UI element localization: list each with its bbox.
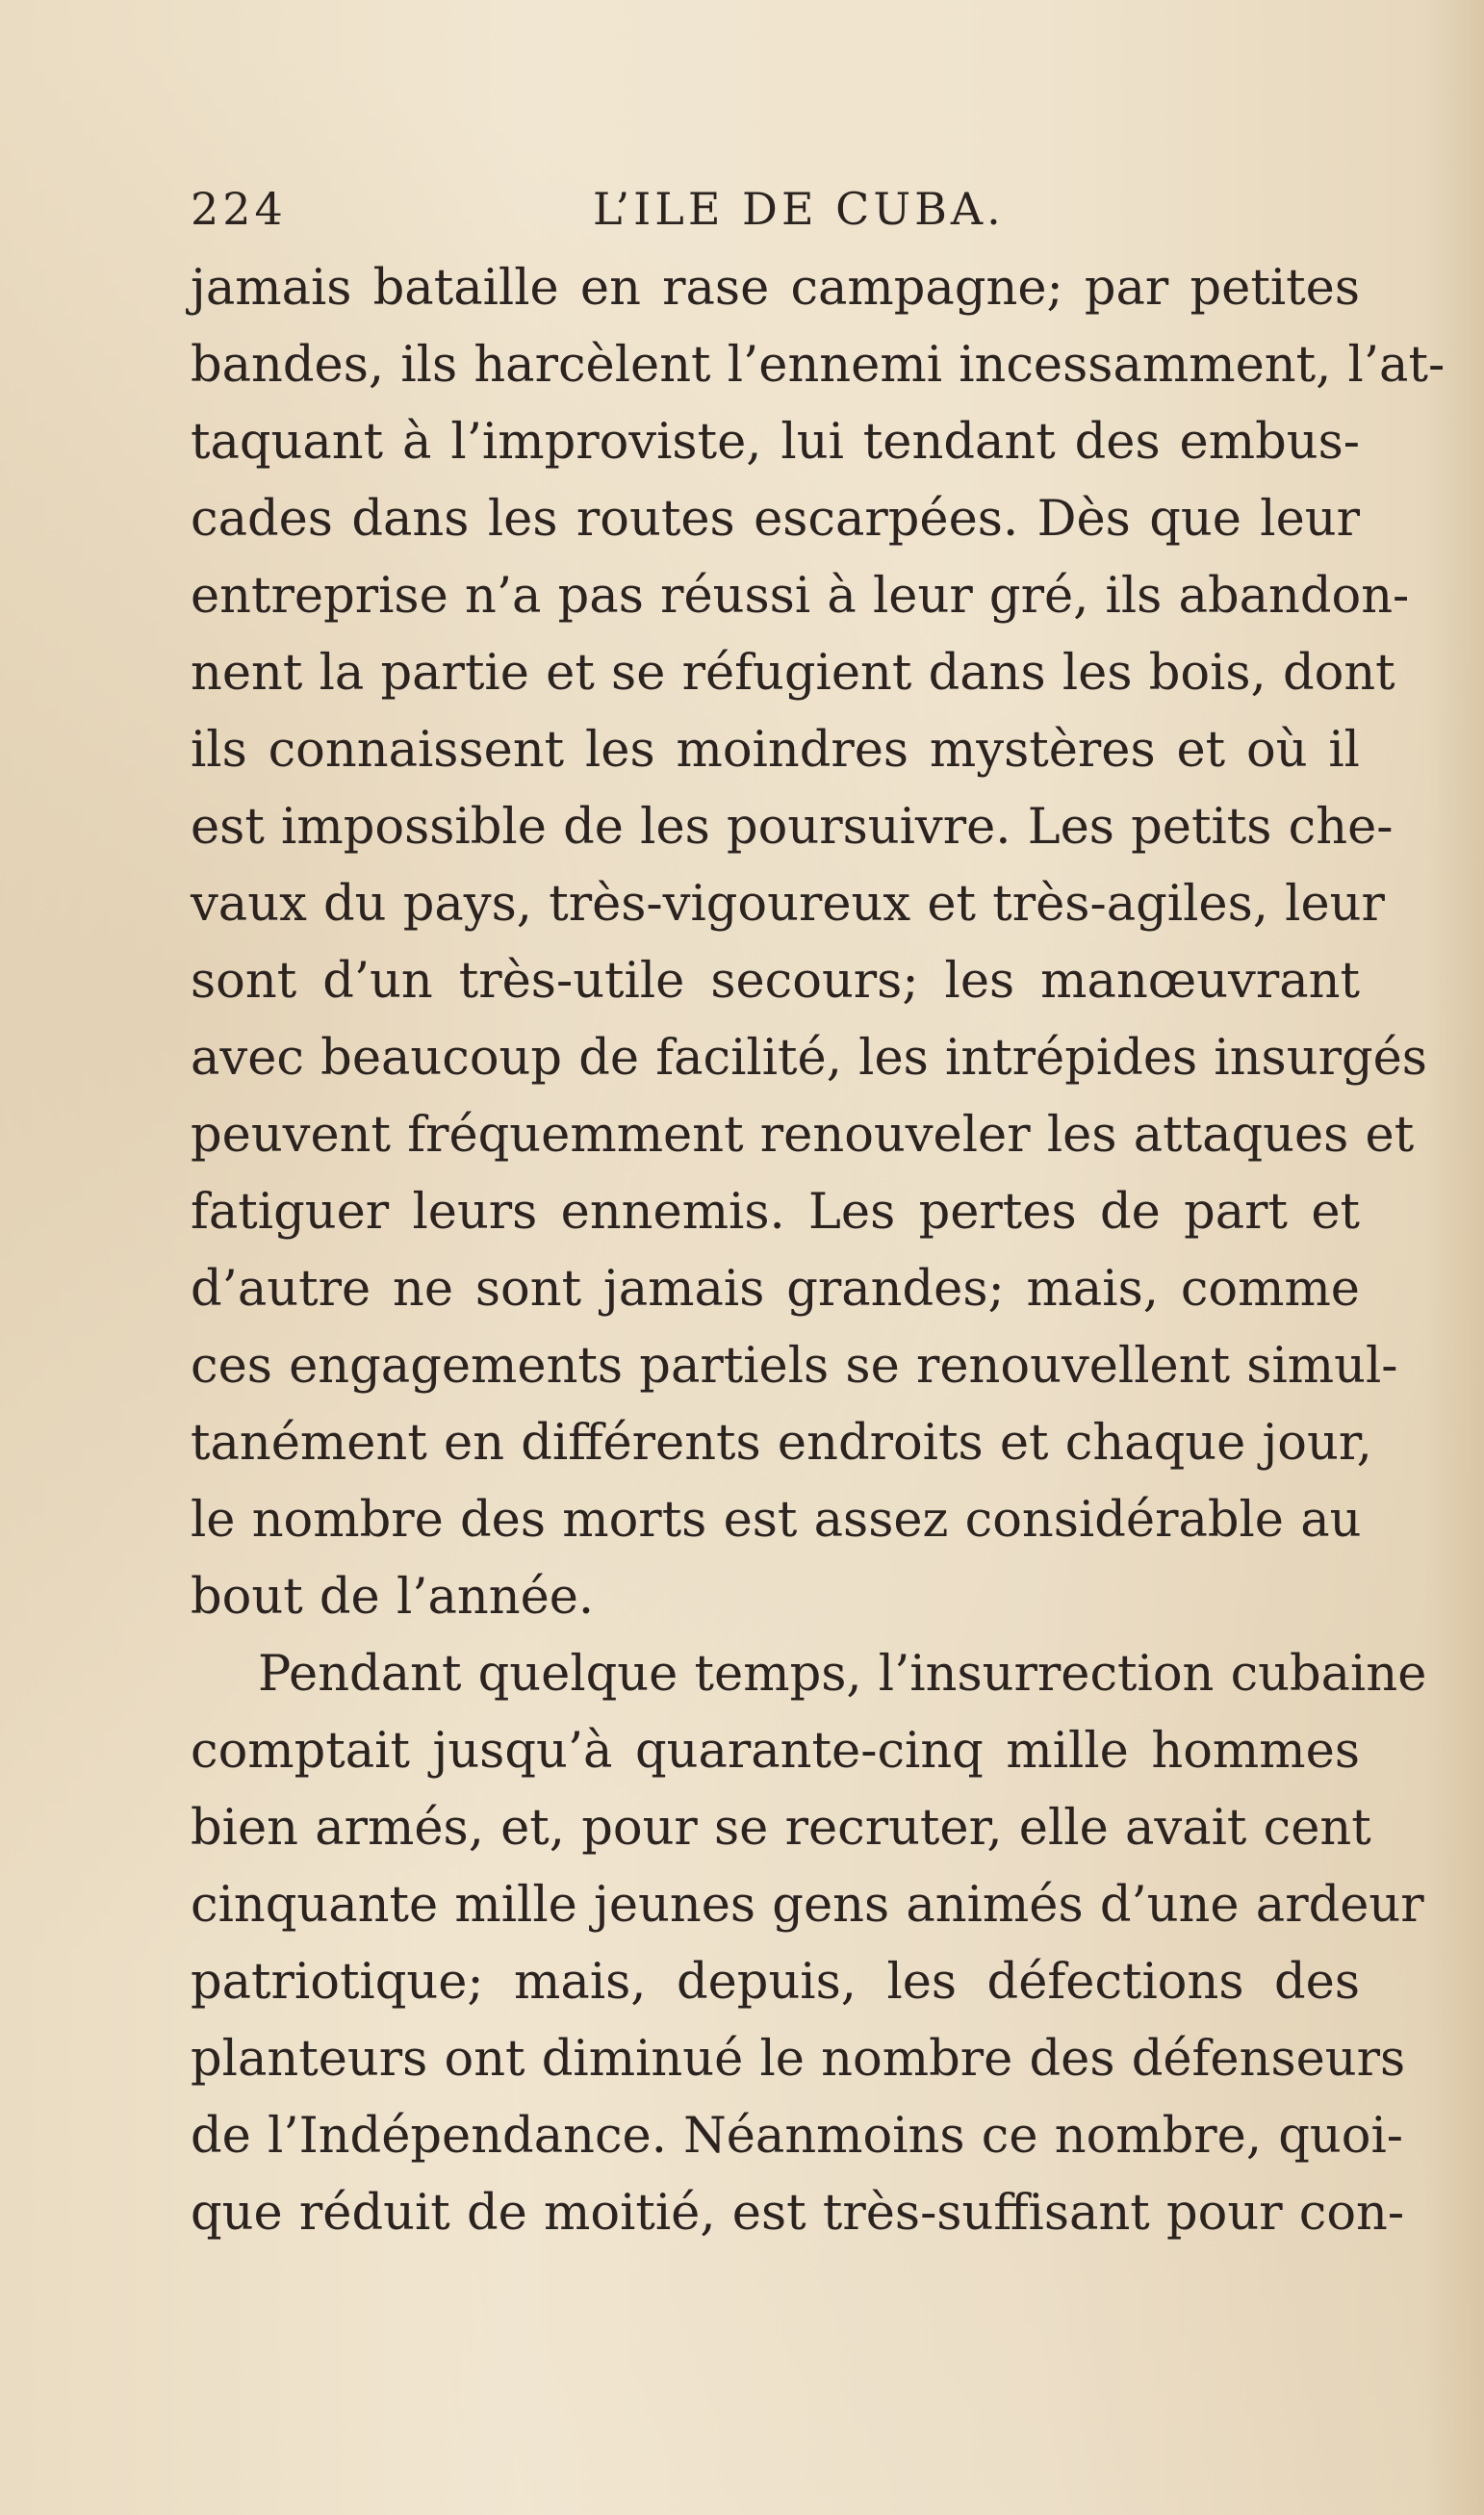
text-line: taquant à l’improviste, lui tendant des embus- [191,414,1360,471]
page-number: 224 [191,183,287,235]
text-line: entreprise n’a pas réussi à leur gré, ils abandon- [191,568,1410,625]
page-header [191,183,1360,250]
text-line: bout de l’année. [191,1569,595,1626]
text-line: nent la partie et se réfugient dans les bois, dont [191,645,1395,702]
text-line: le nombre des morts est assez considérable au [191,1492,1362,1549]
text-line: que réduit de moitié, est très-suffisant pour con- [191,2185,1405,2242]
text-line: fatiguer leurs ennemis. Les pertes de part et [191,1184,1360,1241]
text-line: avec beaucoup de facilité, les intrépides insurgés [191,1030,1427,1087]
text-line: cinquante mille jeunes gens animés d’une ardeur [191,1877,1424,1934]
text-line: est impossible de les poursuivre. Les petits che- [191,799,1394,856]
text-line: jamais bataille en rase campagne; par petites [191,260,1360,317]
text-line: patriotique; mais, depuis, les défections des [191,1954,1360,2011]
running-title: L’ILE DE CUBA. [593,183,1005,235]
text-line: d’autre ne sont jamais grandes; mais, comme [191,1261,1360,1318]
text-line: vaux du pays, très-vigoureux et très-agiles, leur [191,876,1385,933]
text-line: bandes, ils harcèlent l’ennemi incessamment, l’at- [191,337,1446,394]
text-line: comptait jusqu’à quarante-cinq mille hommes [191,1723,1360,1780]
text-line: sont d’un très-utile secours; les manœuvrant [191,953,1360,1010]
text-line: planteurs ont diminué le nombre des défenseurs [191,2031,1406,2088]
text-line: ils connaissent les moindres mystères et où il [191,722,1360,779]
paragraph-2 [191,1636,1427,2252]
text-line: Pendant quelque temps, l’insurrection cubaine [258,1646,1427,1703]
paragraph-1 [191,250,1446,1636]
text-line: cades dans les routes escarpées. Dès que leur [191,491,1360,548]
text-line: de l’Indépendance. Néanmoins ce nombre, quoi- [191,2108,1404,2165]
text-line: tanément en différents endroits et chaque jour, [191,1415,1372,1472]
text-line: bien armés, et, pour se recruter, elle avait cent [191,1800,1371,1857]
text-line: ces engagements partiels se renouvellent simul- [191,1338,1398,1395]
text-line: peuvent fréquemment renouveler les attaques et [191,1107,1415,1164]
body-text [191,250,1446,2252]
